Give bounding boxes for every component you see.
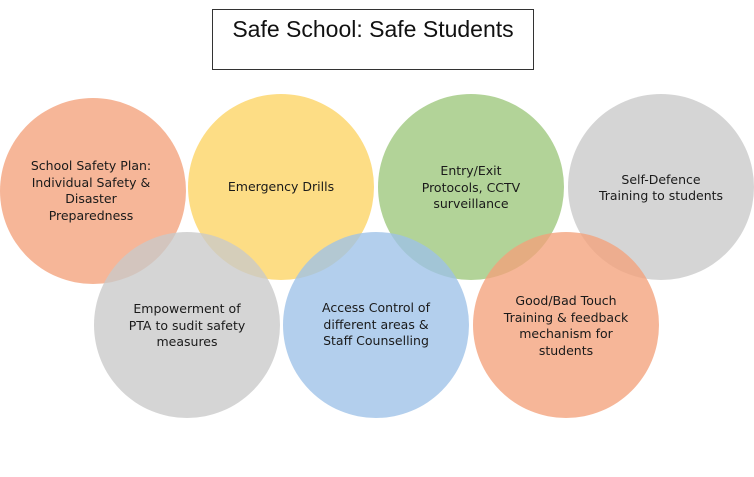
label-good-bad-touch: Good/Bad Touch Training & feedback mechanism for students [503, 293, 629, 358]
label-entry-exit: Entry/Exit Protocols, CCTV surveillance [421, 163, 521, 212]
label-emergency-drills: Emergency Drills [227, 178, 335, 194]
label-school-safety-plan: School Safety Plan: Individual Safety & Disaster Preparedness [30, 158, 152, 223]
label-self-defence: Self-Defence Training to students [598, 171, 724, 203]
title-box [212, 9, 534, 70]
label-access-control: Access Control of different areas & Staff Counselling [322, 300, 430, 349]
label-pta: Empowerment of PTA to sudit safety measures [128, 301, 246, 350]
diagram-title: Safe School: Safe Students [232, 16, 514, 42]
